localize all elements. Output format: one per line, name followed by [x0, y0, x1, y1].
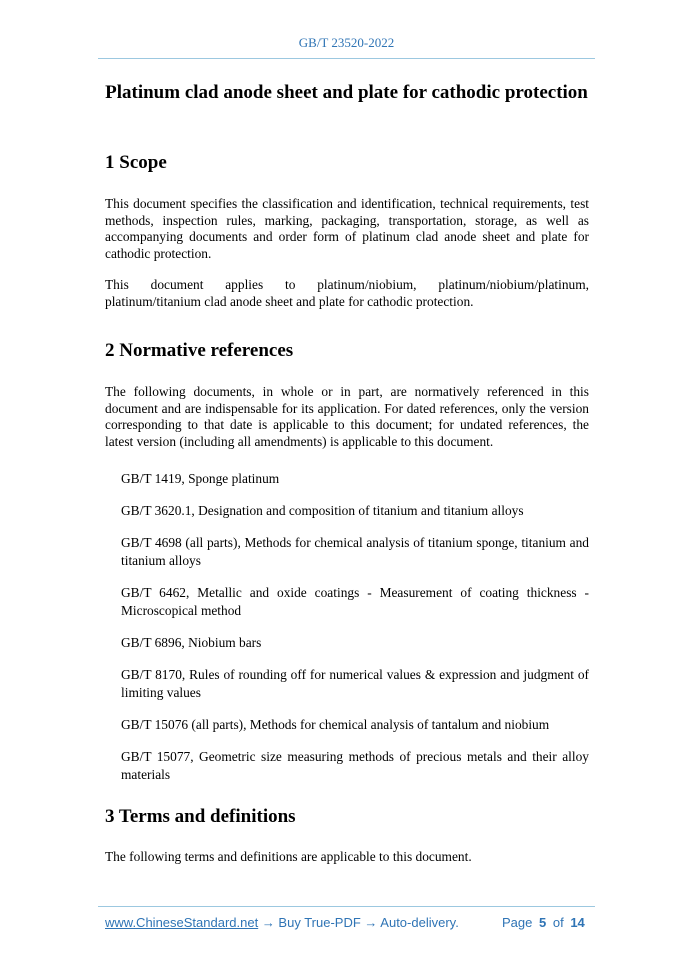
reference-item: GB/T 6896, Niobium bars — [121, 635, 262, 650]
header-divider — [98, 58, 595, 59]
page-total: 14 — [570, 915, 585, 930]
page-number: 5 — [539, 915, 547, 930]
reference-item: GB/T 4698 (all parts), Methods for chemical analysis of titanium sponge, titanium and titanium alloys — [121, 535, 589, 568]
of-label: of — [552, 915, 564, 930]
section-heading-normative-references: 2 Normative references — [105, 340, 294, 361]
header-doc-id: GB/T 23520-2022 — [298, 35, 395, 50]
page-title: Platinum clad anode sheet and plate for cathodic protection — [105, 82, 588, 103]
terms-paragraph: The following terms and definitions are applicable to this document. — [105, 849, 472, 864]
reference-item: GB/T 8170, Rules of rounding off for numerical values & expression and judgment of limiting values — [121, 667, 589, 700]
page-indicator — [502, 915, 585, 930]
footer-divider — [98, 906, 595, 907]
reference-item: GB/T 3620.1, Designation and composition of titanium and titanium alloys — [121, 503, 524, 518]
promo-text: → Buy True-PDF → Auto-delivery. — [258, 915, 459, 930]
scope-paragraph-1: This document specifies the classification and identification, technical requirements, test methods, inspection rules, marking, packaging, transportation, storage, as well as accompanying documents and order form of platinum clad anode sheet and plate for cathodic protection. — [105, 196, 589, 261]
section-heading-terms-definitions: 3 Terms and definitions — [105, 806, 296, 827]
reference-item: GB/T 15077, Geometric size measuring methods of precious metals and their alloy materials — [121, 749, 589, 782]
site-link[interactable]: www.ChineseStandard.net — [105, 915, 259, 930]
reference-item: GB/T 15076 (all parts), Methods for chemical analysis of tantalum and niobium — [121, 717, 550, 732]
scope-paragraph-2: This document applies to platinum/niobium, platinum/niobium/platinum, platinum/titanium clad anode sheet and plate for cathodic protection. — [105, 277, 589, 309]
reference-item: GB/T 6462, Metallic and oxide coatings - Measurement of coating thickness - Microscopical method — [121, 585, 589, 618]
normative-paragraph: The following documents, in whole or in part, are normatively referenced in this document and are indispensable for its application. For dated references, only the version corresponding to that date is applicable to this document; for undated references, the latest version (including all amendments) is applicable to this document. — [105, 384, 589, 449]
page-label: Page — [502, 915, 533, 930]
reference-item: GB/T 1419, Sponge platinum — [121, 471, 280, 486]
section-heading-scope: 1 Scope — [105, 152, 167, 173]
footer-promo — [105, 915, 459, 930]
